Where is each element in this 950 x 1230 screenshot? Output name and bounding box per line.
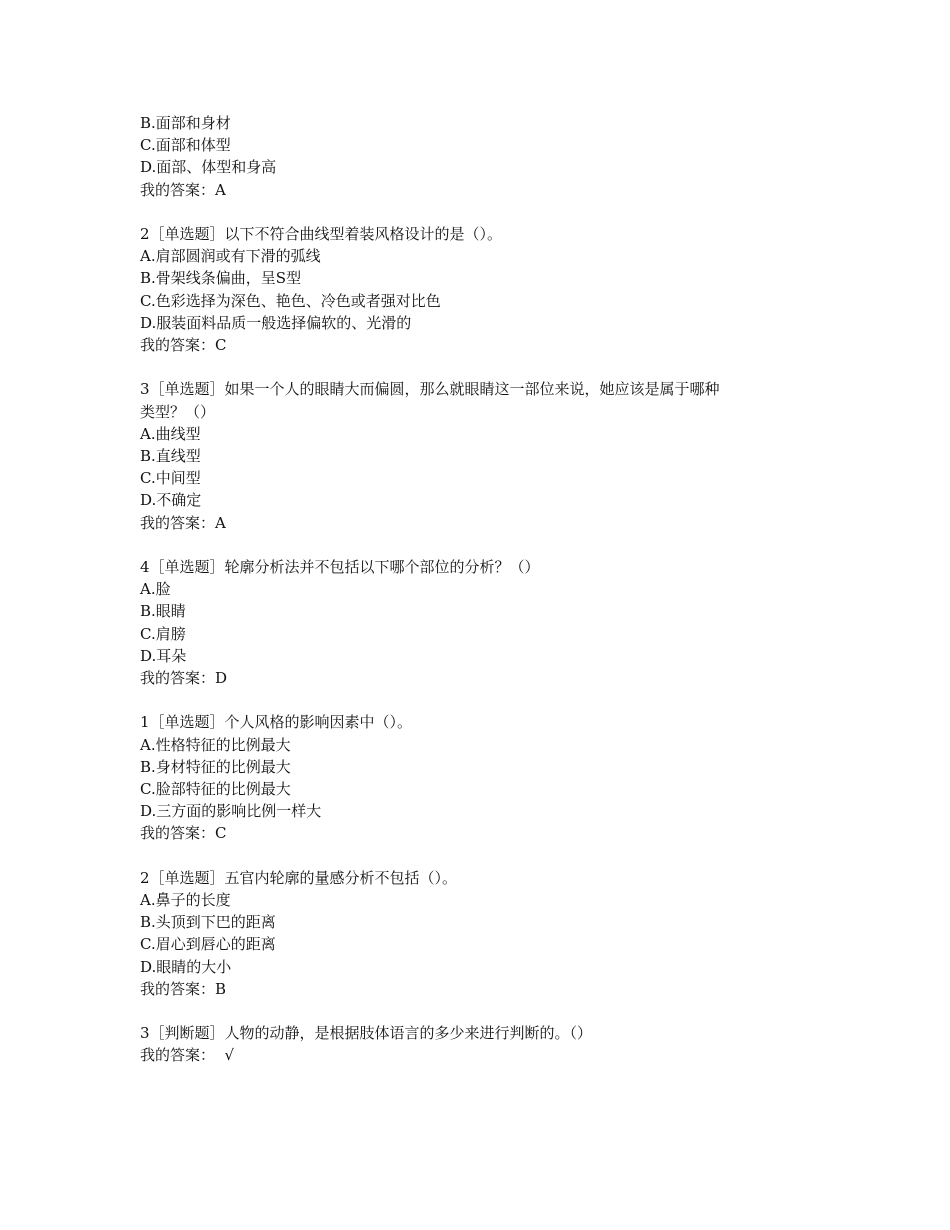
question-stem: 4［单选题］轮廓分析法并不包括以下哪个部位的分析？（） [140, 558, 540, 577]
answer-line: 我的答案： √ [140, 1046, 235, 1065]
question-stem: 3［判断题］人物的动静，是根据肢体语言的多少来进行判断的。（） [140, 1024, 593, 1043]
answer-line: 我的答案：B [140, 979, 227, 998]
question-stem: 3［单选题］如果一个人的眼睛大而偏圆，那么就眼睛这一部位来说，她应该是属于哪种 [140, 380, 720, 399]
option-line: A.性格特征的比例最大 [140, 735, 291, 754]
option-line: B.骨架线条偏曲，呈S型 [140, 269, 302, 288]
question-stem: 2［单选题］五官内轮廓的量感分析不包括（）。 [140, 868, 458, 887]
question-block-3 [140, 378, 840, 533]
question-block-7 [140, 1022, 840, 1066]
question-block-1 [140, 112, 840, 201]
answer-line: 我的答案：C [140, 336, 227, 355]
option-line: B.直线型 [140, 447, 201, 466]
option-line: B.面部和身材 [140, 114, 231, 132]
option-line: D.三方面的影响比例一样大 [140, 802, 322, 821]
document-page [140, 112, 840, 1089]
answer-line: 我的答案：C [140, 824, 227, 843]
option-line: B.身材特征的比例最大 [140, 757, 291, 776]
option-line: A.肩部圆润或有下滑的弧线 [140, 247, 321, 266]
question-stem-continued: 类型？（） [140, 402, 216, 421]
option-line: C.脸部特征的比例最大 [140, 780, 291, 799]
option-line: B.眼睛 [140, 602, 186, 621]
option-line: A.鼻子的长度 [140, 891, 231, 910]
question-block-5 [140, 711, 840, 844]
option-line: C.眉心到唇心的距离 [140, 935, 276, 954]
question-block-4 [140, 556, 840, 689]
option-line: D.服装面料品质一般选择偏软的、光滑的 [140, 313, 412, 332]
option-line: C.色彩选择为深色、艳色、冷色或者强对比色 [140, 291, 441, 310]
answer-line: 我的答案：A [140, 180, 226, 199]
option-line: C.面部和体型 [140, 136, 231, 155]
question-block-6 [140, 867, 840, 1000]
answer-line: 我的答案：A [140, 513, 226, 532]
option-line: D.不确定 [140, 491, 202, 510]
option-line: D.眼睛的大小 [140, 957, 232, 976]
option-line: B.头顶到下巴的距离 [140, 913, 276, 932]
option-line: D.面部、体型和身高 [140, 158, 277, 177]
option-line: C.肩膀 [140, 624, 186, 643]
answer-line: 我的答案：D [140, 669, 228, 688]
option-line: A.脸 [140, 580, 171, 599]
question-block-2 [140, 223, 840, 356]
option-line: C.中间型 [140, 469, 201, 488]
question-stem: 2［单选题］以下不符合曲线型着装风格设计的是（）。 [140, 225, 503, 243]
question-stem: 1［单选题］个人风格的影响因素中（）。 [140, 713, 413, 732]
option-line: A.曲线型 [140, 424, 201, 443]
option-line: D.耳朵 [140, 646, 187, 665]
